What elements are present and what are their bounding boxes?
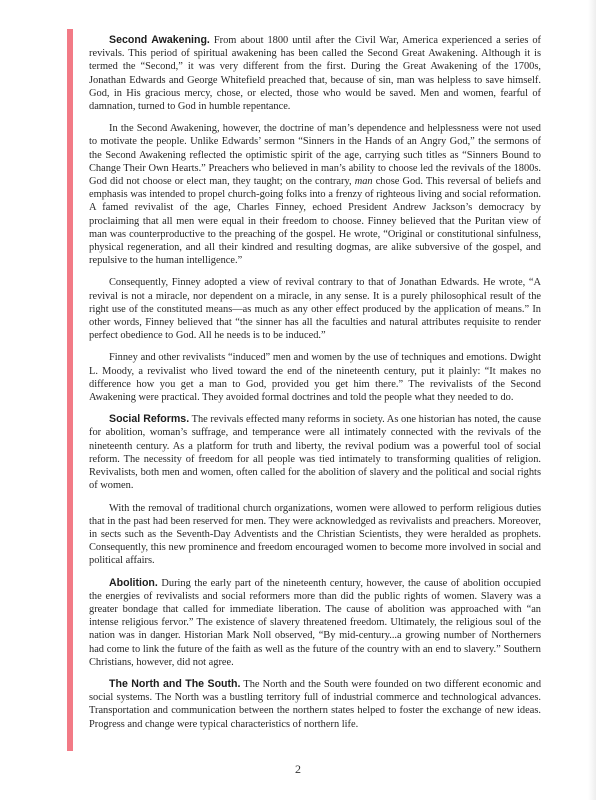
page-edge-shadow (588, 0, 596, 800)
paragraph-social-reforms-2 (89, 502, 541, 568)
section-heading-second-awakening: Second Awakening. (109, 34, 210, 46)
margin-accent-bar (67, 29, 73, 751)
paragraph-text: During the early part of the nineteenth century, however, the cause of abolition occupied the energies of revivalists and social reformers more than did the public rights of women. Slavery was a greater bondage that called for immediate liberation. The cause of abolition was approached with “an intense religious fervor.” The existence of slavery threatened freedom. Ultimately, the religious soul of the nation was in danger. Historian Mark Noll observed, “By mid-century...a growing number of Northerners had come to link the future of the faith as well as the future of the country with an end to slavery.” Southern Christians, however, did not agree. (89, 577, 541, 668)
paragraph-text: The North and the South were founded on two different economic and social systems. The North was a bustling territory full of industrial commerce and technological advances. Transportation and communication between the northern states helped to foster the exchange of new ideas. Progress and change were typical characteristics of northern life. (89, 678, 542, 730)
paragraph-second-awakening-3 (89, 276, 541, 342)
paragraph-second-awakening-4 (89, 351, 541, 404)
section-heading-social-reforms: Social Reforms. (109, 413, 190, 426)
section-heading-north-south: The North and The South. (109, 677, 241, 690)
section-heading-abolition: Abolition. (109, 576, 158, 589)
paragraph-text: Finney and other revivalists “induced” men and women by the use of techniques and emotions. Dwight L. Moody, a revivalist who lived toward the end of the nineteenth century, put it plainly: “It makes no difference how you get a man to God, provided you get him there.” The revivalists of the Second Awakening were practical. They avoided formal doctrines and told the people what they needed to do. (89, 352, 541, 404)
paragraph-social-reforms-1 (89, 413, 541, 492)
paragraph-text: In the Second Awakening, however, the doctrine of man’s dependence and helplessness were not used to motivate the people. Unlike Edwards’ sermon “Sinners in the Hands of an Angry God,” the sermons of the Second Awakening reflected the optimistic spirit of the age, carrying such titles as “Sinners Bound to Change Their Own Hearts.” Preachers who believed in man’s ability to choose led the revivals of the 1800s. God did not choose or elect man, they taught; on the contrary, (89, 123, 541, 188)
paragraph-text: Consequently, Finney adopted a view of revival contrary to that of Jonathan Edwards. He wrote, “A revival is not a miracle, nor dependent on a miracle, in any sense. It is a purely philosophical result of the right use of the constituted means—as much as any other effect produced by the application of means.” In other words, Finney believed that “the sinner has all the faculties and natural attributes requisite to render perfect obedience to God. All he needs is to be induced.” (89, 277, 541, 342)
paragraph-abolition-1 (89, 577, 541, 669)
paragraph-text: From about 1800 until after the Civil War, America experienced a series of revivals. This period of spiritual awakening has been called the Second Great Awakening. Although it is termed the “Second,” it was very different from the first. During the Great Awakening of the 1700s, Jonathan Edwards and George Whitefield preached that, because of sin, man was helpless to save himself. God, in His gracious mercy, chose, or elected, those who would be saved. Men and women, fearful of damnation, turned to God in humble repentance. (89, 35, 542, 113)
page-number: 2 (295, 762, 301, 776)
paragraph-text: The revivals effected many reforms in society. As one historian has noted, the cause for abolition, woman’s suffrage, and temperance were all intimately connected with the revivals of the nineteenth century. As a platform for truth and liberty, the revival podium was a powerful tool of social reform. The necessity of freedom for all people was tied intimately to transforming qualities of religion. Revivalists, both men and women, often called for the abolition of slavery and the political and social rights of women. (89, 414, 541, 492)
paragraph-second-awakening-1 (89, 34, 541, 113)
paragraph-text: chose God. This reversal of beliefs and emphasis was intended to propel church-going folks into a frenzy of righteous living and social reformation. A famed revivalist of the age, Charles Finney, echoed President Andrew Jackson’s democracy by proclaiming that all men were equal in their freedom to choose. Finney believed that the Puritan view of man was counterproductive to the preaching of the gospel. He wrote, “Original or constitutional sinfulness, physical regeneration, and all their kindred and resulting dogmas, are alike subversive of the gospel, and repulsive to the human intelligence.” (89, 176, 541, 267)
body-text (89, 34, 541, 740)
italic-word: man (354, 176, 373, 188)
paragraph-text: With the removal of traditional church organizations, women were allowed to perform religious duties that in the past had been reserved for men. They were acknowledged as revivalists and preachers. Moreover, in sects such as the Seventh-Day Adventists and the Christian Scientists, they were heralded as prophets. Consequently, this new prominence and freedom encouraged women to become more involved in social and political affairs. (89, 502, 541, 567)
paragraph-north-south-1 (89, 678, 541, 731)
paragraph-second-awakening-2 (89, 122, 541, 267)
